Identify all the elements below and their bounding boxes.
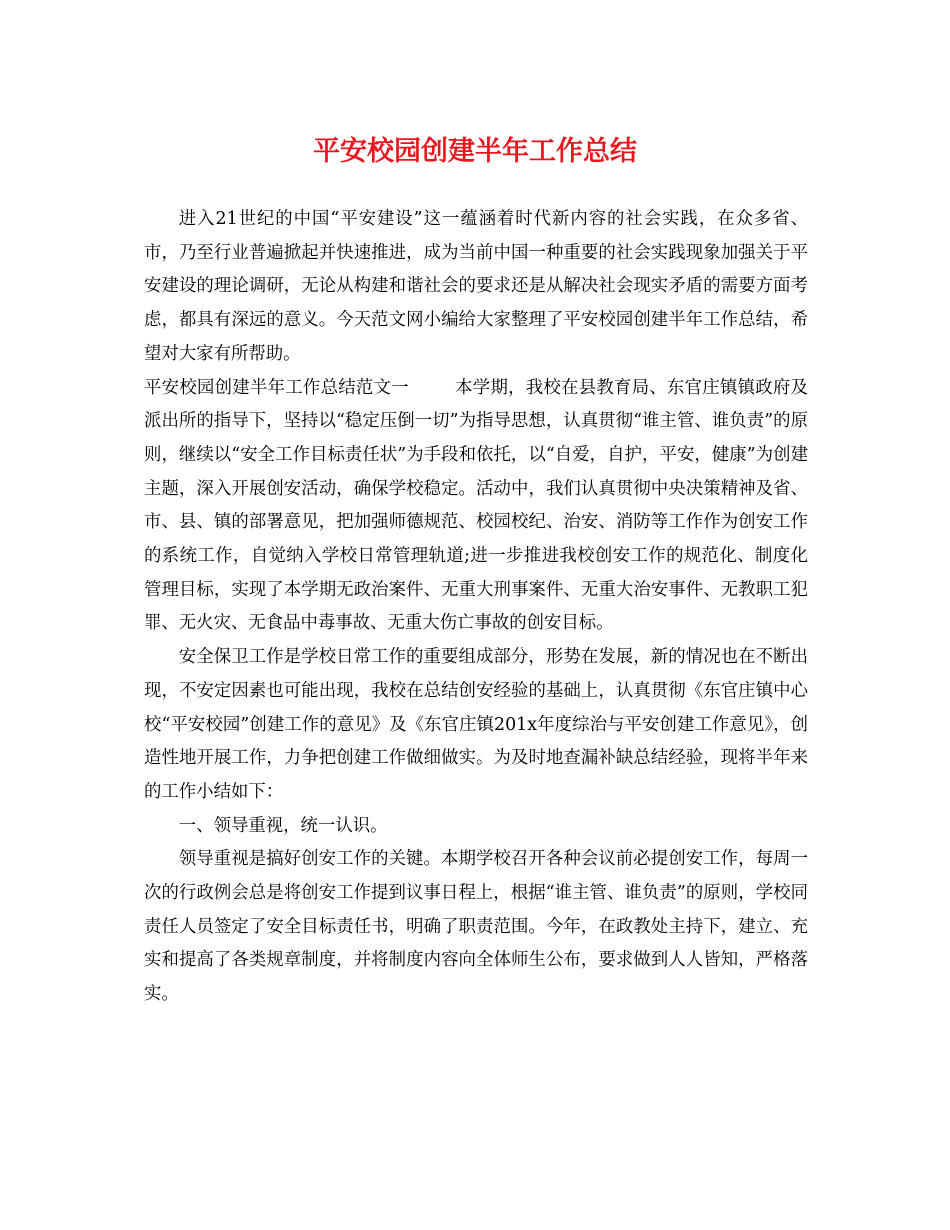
section-label: 平安校园创建半年工作总结范文一 — [144, 377, 409, 398]
paragraph-leadership: 领导重视是搞好创安工作的关键。本期学校召开各种会议前必提创安工作，每周一次的行政例会总是将创安工作提到议事日程上，根据“谁主管、谁负责”的原则，学校同责任人员签定了安全目标责任书，明确了职责范围。今年，在政教处主持下，建立、充实和提高了各类规章制度，并将制度内容向全体师生公布，要求做到人人皆知，严格落实。 — [144, 849, 808, 1005]
document-title: 平安校园创建半年工作总结 — [313, 136, 637, 167]
heading-leadership: 一、领导重视，统一认识。 — [178, 815, 388, 836]
section-one-text: 本学期，我校在县教育局、东官庄镇镇政府及派出所的指导下，坚持以“稳定压倒一切”为指导思想，认真贯彻“谁主管、谁负责”的原则，继续以“安全工作目标责任状”为手段和依托，以“自爱，自护，平安，健康”为创建主题，深入开展创安活动，确保学校稳定。活动中，我们认真贯彻中央决策精神及省、市、县、镇的部署意见，把加强师德规范、校园校纪、治安、消防等工作作为创安工作的系统工作，自觉纳入学校日常管理轨道;进一步推进我校创安工作的规范化、制度化管理目标，实现了本学期无政治案件、无重大刑事案件、无重大治安事件、无教职工犯罪、无火灾、无食品中毒事故、无重大伤亡事故的创安目标。 — [144, 377, 808, 634]
paragraph-section-one — [144, 372, 808, 642]
document-body — [144, 203, 808, 1012]
paragraph-intro: 进入21世纪的中国“平安建设”这一蕴涵着时代新内容的社会实践，在众多省、市，乃至行业普遍掀起并快速推进，成为当前中国一种重要的社会实践现象加强关于平安建设的理论调研，无论从构建和谐社会的要求还是从解决社会现实矛盾的需要方面考虑，都具有深远的意义。今天范文网小编给大家整理了平安校园创建半年工作总结，希望对大家有所帮助。 — [144, 209, 808, 364]
paragraph-security-work: 安全保卫工作是学校日常工作的重要组成部分，形势在发展，新的情况也在不断出现，不安定因素也可能出现，我校在总结创安经验的基础上，认真贯彻《东官庄镇中心校“平安校园”创建工作的意见》及《东官庄镇201x年度综治与平安创建工作意见》，创造性地开展工作，力争把创建工作做细做实。为及时地查漏补缺总结经验，现将半年来的工作小结如下： — [144, 647, 808, 802]
